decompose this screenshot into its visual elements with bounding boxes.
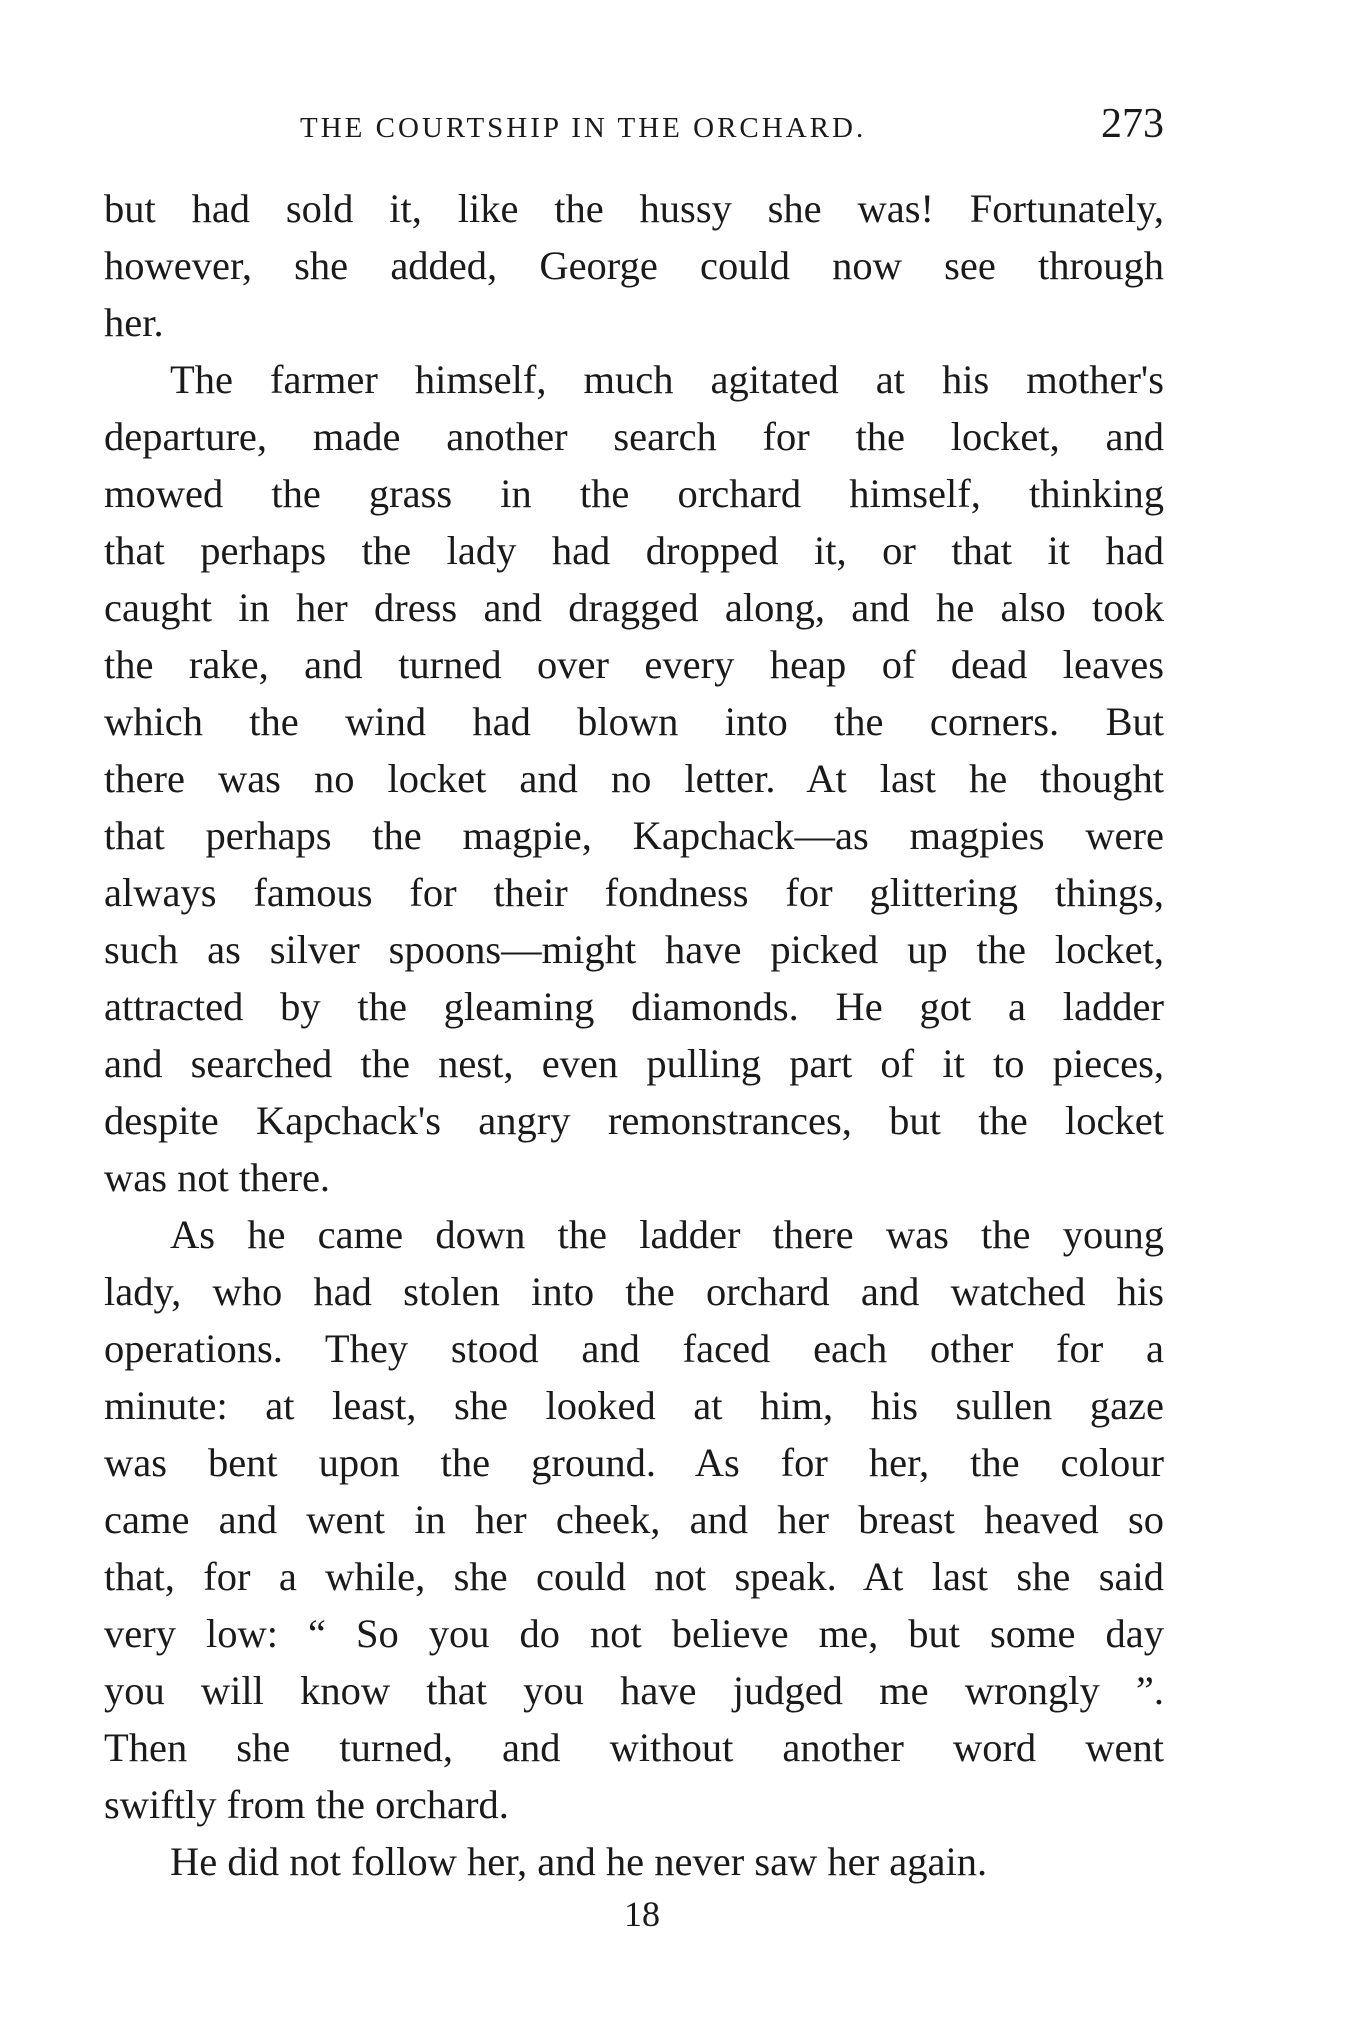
text-line: which the wind had blown into the corners. But (104, 699, 1164, 744)
text-line: swiftly from the orchard. (104, 1782, 509, 1827)
text-line: but had sold it, like the hussy she was! Fortunately, (104, 186, 1164, 231)
page-number: 273 (1101, 101, 1164, 147)
text-line: that, for a while, she could not speak. At last she said (104, 1554, 1164, 1599)
body-text (104, 180, 1164, 1890)
text-line: The farmer himself, much agitated at his mother's (170, 357, 1164, 402)
text-line: despite Kapchack's angry remonstrances, but the locket (104, 1098, 1164, 1143)
paragraph (104, 180, 1164, 351)
text-line: He did not follow her, and he never saw her again. (170, 1839, 988, 1884)
text-line: departure, made another search for the locket, and (104, 414, 1164, 459)
text-line: operations. They stood and faced each other for a (104, 1326, 1164, 1371)
text-line: was not there. (104, 1155, 331, 1200)
text-line: her. (104, 300, 164, 345)
text-line: and searched the nest, even pulling part of it to pieces, (104, 1041, 1164, 1086)
text-line: mowed the grass in the orchard himself, thinking (104, 471, 1164, 516)
text-line: lady, who had stolen into the orchard and watched his (104, 1269, 1164, 1314)
text-line: always famous for their fondness for glittering things, (104, 870, 1164, 915)
text-line: As he came down the ladder there was the young (170, 1212, 1164, 1257)
paragraph (104, 351, 1164, 1206)
text-line: that perhaps the lady had dropped it, or that it had (104, 528, 1164, 573)
paragraph (104, 1206, 1164, 1833)
text-line: attracted by the gleaming diamonds. He got a ladder (104, 984, 1164, 1029)
text-line: came and went in her cheek, and her breast heaved so (104, 1497, 1164, 1542)
text-line: was bent upon the ground. As for her, the colour (104, 1440, 1164, 1485)
running-title: THE COURTSHIP IN THE ORCHARD. (300, 112, 867, 144)
text-line: however, she added, George could now see through (104, 243, 1164, 288)
text-line: caught in her dress and dragged along, and he also took (104, 585, 1164, 630)
paragraph (104, 1833, 1164, 1890)
text-line: Then she turned, and without another word went (104, 1725, 1164, 1770)
text-line: that perhaps the magpie, Kapchack—as magpies were (104, 813, 1164, 858)
text-line: there was no locket and no letter. At last he thought (104, 756, 1164, 801)
running-head (104, 100, 1164, 160)
text-line: such as silver spoons—might have picked up the locket, (104, 927, 1164, 972)
text-line: minute: at least, she looked at him, his sullen gaze (104, 1383, 1164, 1428)
signature-mark: 18 (624, 1894, 660, 1934)
text-line: very low: “ So you do not believe me, but some day (104, 1611, 1164, 1656)
text-line: the rake, and turned over every heap of dead leaves (104, 642, 1164, 687)
text-line: you will know that you have judged me wrongly ”. (104, 1668, 1164, 1713)
